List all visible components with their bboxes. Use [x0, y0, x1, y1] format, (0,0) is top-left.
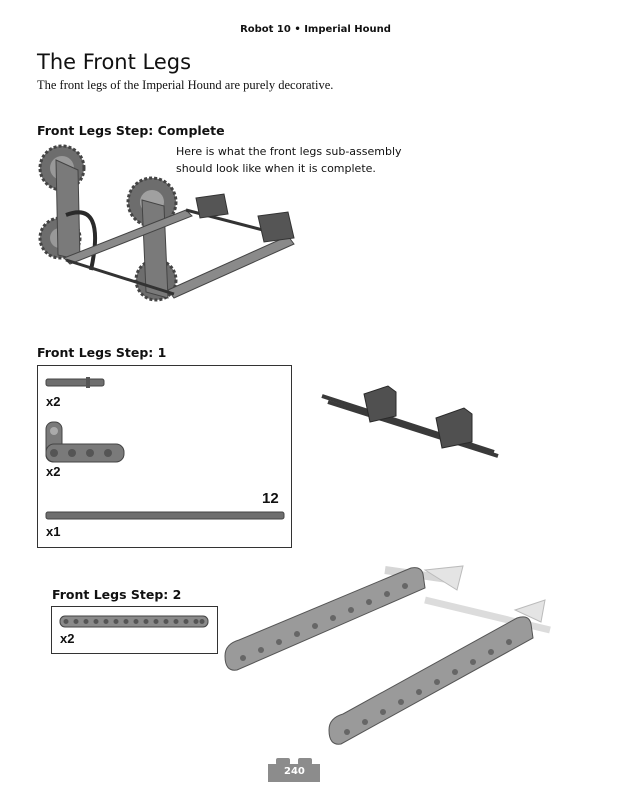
step1-part3-qty: x1	[46, 524, 61, 539]
step2-assembly-image	[225, 560, 555, 750]
l-beam-icon	[46, 422, 126, 464]
beam-15-icon	[60, 615, 210, 629]
page-number: 240	[284, 766, 305, 777]
step2-part1-qty: x2	[60, 631, 75, 646]
step1-part1-qty: x2	[46, 394, 61, 409]
short-axle-icon	[46, 374, 106, 390]
section-intro: The front legs of the Imperial Hound are purely decorative.	[37, 78, 334, 92]
step1-axle-length: 12	[262, 490, 279, 507]
step1-heading: Front Legs Step: 1	[37, 345, 167, 360]
step1-parts-box	[37, 365, 292, 548]
section-title: The Front Legs	[37, 50, 192, 74]
running-head: Robot 10 • Imperial Hound	[240, 24, 391, 35]
step1-assembly-image	[322, 380, 502, 460]
step1-part2-qty: x2	[46, 464, 61, 479]
long-axle-icon	[46, 511, 286, 521]
complete-step-heading: Front Legs Step: Complete	[37, 123, 225, 138]
caption-line-2: should look like when it is complete.	[176, 162, 376, 175]
step2-parts-box	[51, 606, 218, 654]
step2-heading: Front Legs Step: 2	[52, 587, 182, 602]
complete-assembly-image	[36, 140, 306, 320]
caption-line-1: Here is what the front legs sub-assembly	[176, 145, 402, 158]
